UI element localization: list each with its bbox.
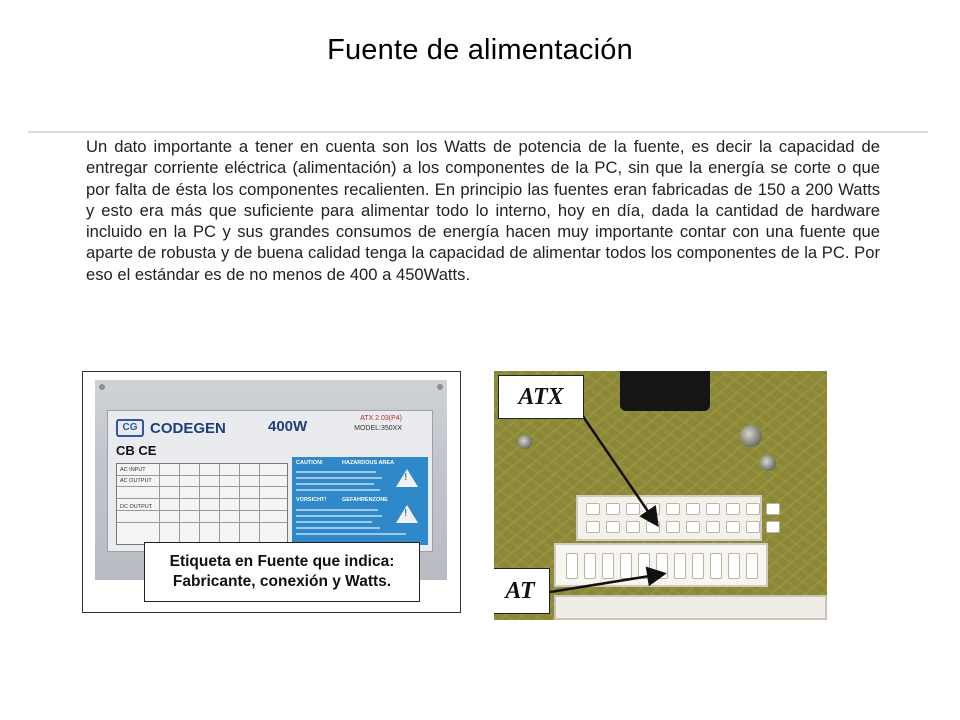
spec-table — [116, 463, 288, 545]
psu-caption — [144, 542, 420, 602]
body-paragraph: Un dato importante a tener en cuenta son los Watts de potencia de la fuente, es decir la capacidad de entregar corriente eléctrica (alimentación) a los componentes de la PC, sin que la energía se corte o que por falta de ésta los componentes recalienten. En principio las fuentes eran fabricadas de 150 a 200 Watts y esto era más que suficiente para alimentar todo lo interno, hoy en día, dada la cantidad de hardware incluido en la PC y sus grandes consumos de energía hacen muy importante contar con una fuente que aparte de robusta y de buena calidad tenga la capacidad de alimentar todos los componentes de la PC. Por eso el estándar es de no menos de 400 a 450Watts. — [86, 137, 880, 284]
warning-panel — [292, 457, 428, 545]
screw-icon — [99, 384, 105, 390]
hazard-label: HAZARDOUS AREA — [342, 460, 395, 466]
spec-row-label: AC INPUT — [120, 467, 146, 473]
warning-triangle-icon: ! — [396, 469, 418, 487]
at-tag-label: AT — [494, 568, 550, 614]
vorsicht-label: VORSICHT! — [296, 497, 327, 503]
screw-icon — [437, 384, 443, 390]
caption-line: Fabricante, conexión y Watts. — [172, 573, 392, 590]
brand-logo: CG — [116, 419, 144, 437]
caption-line: Etiqueta en Fuente que indica: — [169, 553, 395, 570]
title-divider — [28, 131, 928, 133]
model-label: MODEL:350XX — [354, 425, 402, 432]
certification-marks: CB CE — [116, 443, 157, 458]
brand-row — [116, 417, 226, 439]
psu-label-image — [82, 371, 461, 613]
warning-triangle-icon: ! — [396, 505, 418, 523]
wattage-label: 400W — [268, 418, 308, 435]
caution-label: CAUTION! — [296, 460, 323, 466]
gefahren-label: GEFAHRENZONE — [342, 497, 388, 503]
spec-row-label: AC OUTPUT — [120, 478, 152, 484]
brand-name: CODEGEN — [150, 419, 226, 437]
atx-version-label: ATX 2.03(P4) — [360, 415, 402, 422]
psu-sticker — [107, 410, 433, 552]
motherboard-connectors-image — [494, 371, 827, 620]
spec-row-label: DC OUTPUT — [120, 504, 153, 510]
slide-title: Fuente de alimentación — [327, 34, 633, 66]
atx-tag-label: ATX — [498, 375, 584, 419]
